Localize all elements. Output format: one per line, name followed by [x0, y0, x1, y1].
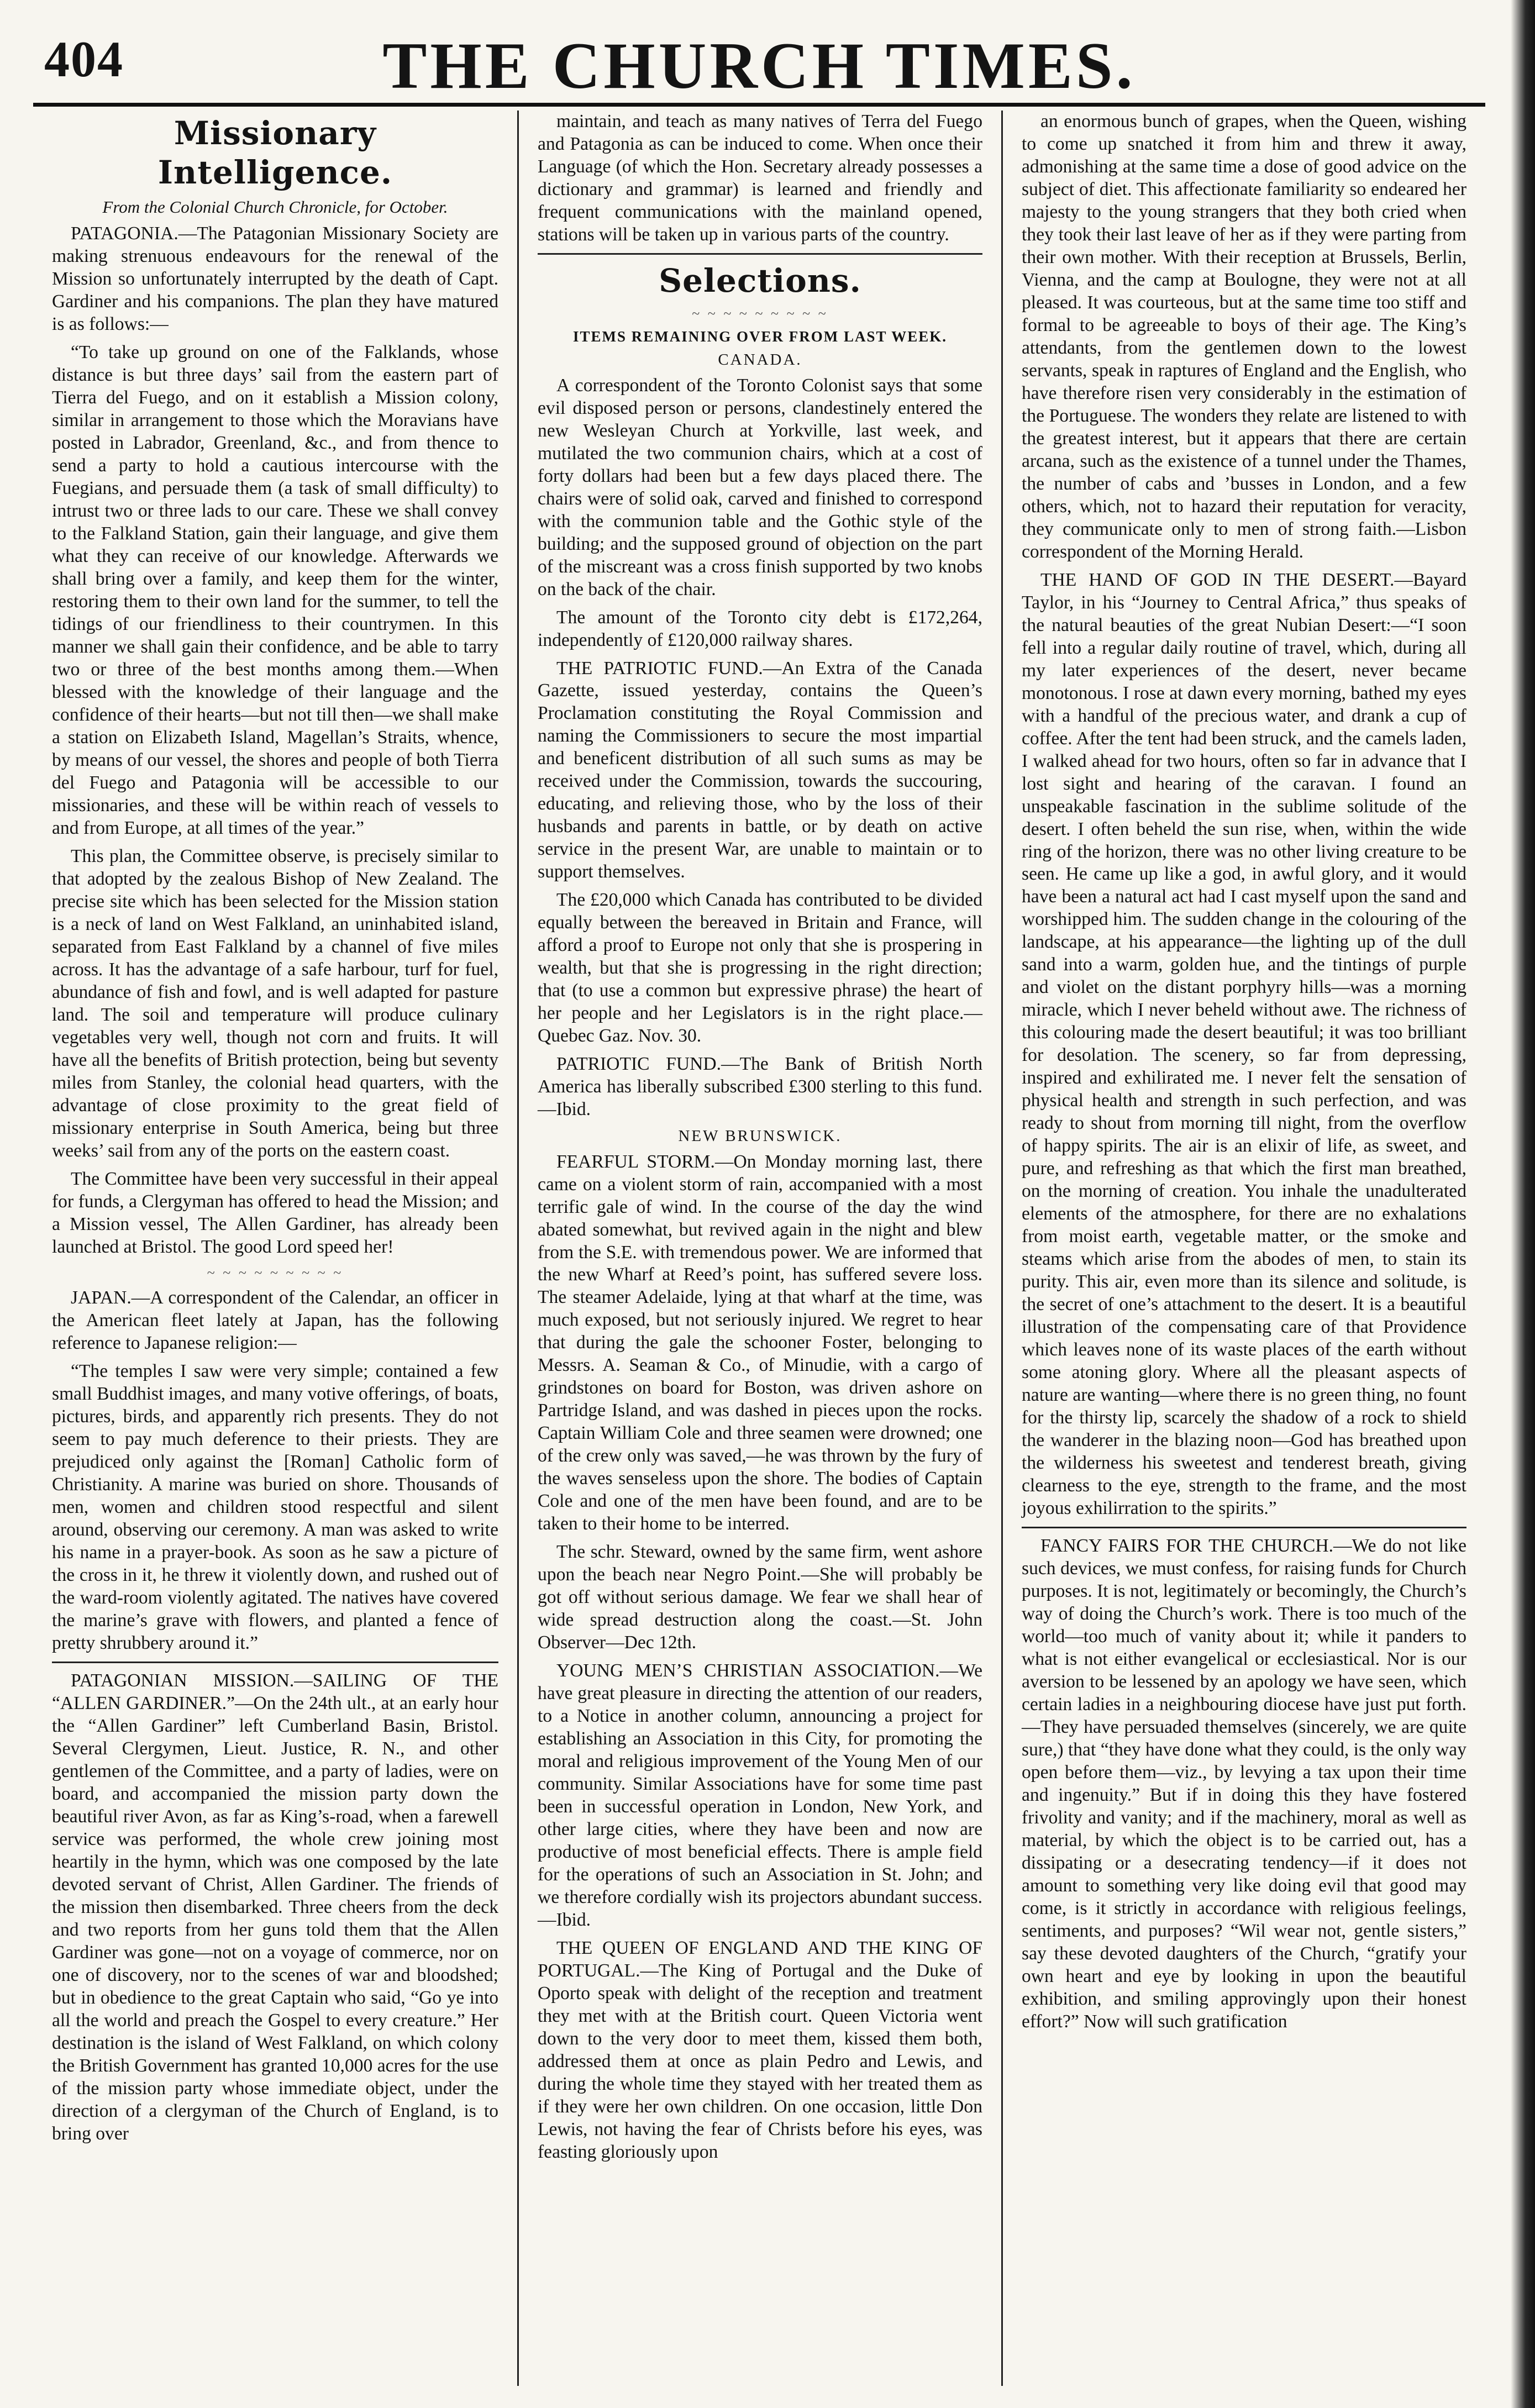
divider: ~ ~ ~ ~ ~ ~ ~ ~ ~ — [692, 305, 828, 322]
page-number: 404 — [44, 31, 124, 87]
paragraph: THE HAND OF GOD IN THE DESERT.—Bayard Taylor, in his “Journey to Central Africa,” thus speaks of the natural beauties of the great Nubian Desert:—“I soon fell into a regular daily routine of travel, which, during all my later experiences of the desert, never became monotonous. I rose at dawn every morning, bathed my eyes with a handful of the precious water, and drank a cup of coffee. After the tent had been struck, and the camels laden, I walked ahead for two hours, often so far in advance that I lost sight and hearing of the caravan. I found an unspeakable fascination in the sublime solitude of the desert. I often beheld the sun rise, when, within the wide ring of the horizon, there was no other living creature to be seen. He came up like a god, in awful glory, and it would have been a natural act had I cast myself upon the sand and worshipped him. The sudden change in the colouring of the landscape, at his appearance—the lighting up of the dull sand into a warm, golden hue, and the tintings of purple and violet on the distant porphyry hills—was a morning miracle, which I never beheld without awe. The richness of this colouring made the desert beautiful; it was too brilliant for desolation. The scenery, so far from depressing, inspired and exhilirated me. I never felt the sensation of physical health and strength in such perfection, and was ready to shout from morning till night, from the overflow of happy spirits. The air is an elixir of life, as sweet, and pure, and refreshing as that which the first man breathed, on the morning of creation. You inhale the unadulterated elements of the atmosphere, for there are no exhalations from moist earth, vegetable matter, or the smoke and steams which arise from the abodes of men, to stain its purity. This air, even more than its silence and solitude, is the secret of one’s attachment to the desert. It is a beautiful illustration of the compensating care of that Providence which leaves none of its waste places of the earth without some atoning glory. Where all the pleasant aspects of nature are wanting—where there is no green thing, no fount for the thirsty lip, scarcely the shadow of a rock to shield the wanderer in the blazing noon—God has breathed upon the wilderness his sweetest and tenderest breath, giving clearness to the eye, strength to the frame, and the most joyous exhilirration to the spirits.” — [1022, 569, 1466, 1519]
divider — [538, 253, 982, 255]
paragraph: “To take up ground on one of the Falklands, whose distance is but three days’ sail from the eastern part of Tierra del Fuego, and on it establish a Mission colony, similar in arrangement to those which the Moravians have posted in Labrador, Greenland, &c., and from thence to send a party to hold a cautious intercourse with the Fuegians, and persuade them (a task of small difficulty) to intrust two or three lads to our care. These we shall convey to the Falkland Station, gain their language, and give them what they can receive of our knowledge. Afterwards we shall bring over a family, and keep them for the winter, restoring them to their own land for the summer, to tell the tidings of our friendliness to their countrymen. In this manner we shall gain their confidence, and be able to tarry two or three of the best months among them.—When blessed with the knowledge of their language and the confidence of their hearts—but not till then—we shall make a station on Elizabeth Island, Magellan’s Straits, whence, by means of our vessel, the shores and people of both Tierra del Fuego and Patagonia will be accessible to our missionaries, and these will be within reach of vessels to and from Europe, at all times of the year.” — [52, 342, 498, 838]
paragraph: The £20,000 which Canada has contributed to be divided equally between the bereaved in Britain and France, will afford a proof to Europe not only that she is prospering in wealth, but that she is progressing in the right direction; that (to use a common but expressive phrase) the heart of her people and her Legislators is in the right place.—Quebec Gaz. Nov. 30. — [538, 890, 982, 1047]
paragraph: PATAGONIAN MISSION.—SAILING OF THE “ALLEN GARDINER.”—On the 24th ult., at an early hour the “Allen Gardiner” left Cumberland Basin, Bristol. Several Clergymen, Lieut. Justice, R. N., and other gentlemen of the Committee, and a party of ladies, were on board, and accompanied the mission party down the beautiful river Avon, as far as King’s-road, when a farewell service was performed, the whole crew joining most heartily in the hymn, which was one composed by the late devoted servant of Christ, Allen Gardiner. The friends of the mission then disembarked. Three cheers from the deck and two reports from her guns told them that the Allen Gardiner was gone—not on a voyage of commerce, nor on one of discovery, nor to the scenes of war and bloodshed; but in obedience to the great Captain who said, “Go ye into all the world and preach the Gospel to every creature.” Her destination is the island of West Falkland, on which colony the British Government has granted 10,000 acres for the use of the mission party whose immediate object, under the direction of a clergyman of the Church of England, is to bring over — [52, 1670, 498, 2144]
column-2 — [517, 111, 1001, 2386]
paragraph: FANCY FAIRS FOR THE CHURCH.—We do not like such devices, we must confess, for raising funds for Church purposes. It is not, legitimately or becomingly, the Church’s way of doing the Church’s work. There is too much of the world—too much of vanity about it; while it panders to what is not either evangelical or ecclesiastical. Nor is our aversion to be lessened by an apology we have seen, which certain ladies in a neighbouring diocese have just put forth.—They have persuaded themselves (sincerely, we are quite sure,) that “they have done what they could, is the only way open before them—viz., by levying a tax upon their time and ingenuity.” But if in doing this they have fostered frivolity and vanity; and if the machinery, moral as well as material, by which the object is to be carried out, has a dissipating or a desecrating tendency—if it does not amount to something very like doing evil that good may come, is it strictly in accordance with religious feelings, sentiments, and purposes? “Wil wear not, gentle sisters,” say these devoted daughters of the Church, “gratify your own heart and eye by looking in upon the beautiful exhibition, and smiling approvingly upon their honest effort?” Now will such gratification — [1022, 1536, 1466, 2032]
masthead — [33, 20, 1485, 107]
paragraph: YOUNG MEN’S CHRISTIAN ASSOCIATION.—We have great pleasure in directing the attention of our readers, to a Notice in another column, announcing a project for establishing an Association in this City, for promoting the moral and religious improvement of the Young Men of our community. Similar Associations have for some time past been in successful operation in London, New York, and other large cities, where they have been and now are productive of most beneficial effects. There is ample field for the operations of such an Association in St. John; and we therefore cordially wish its projectors abundant success.—Ibid. — [538, 1660, 982, 1931]
divider: ~ ~ ~ ~ ~ ~ ~ ~ ~ — [207, 1264, 344, 1281]
paragraph: JAPAN.—A correspondent of the Calendar, an officer in the American fleet lately at Japan, has the following reference to Japanese religion:— — [52, 1287, 498, 1354]
article-columns — [33, 111, 1485, 2386]
paragraph: The amount of the Toronto city debt is £172,264, independently of £120,000 railway shares. — [538, 607, 982, 650]
paragraph: FEARFUL STORM.—On Monday morning last, there came on a violent storm of rain, accompanied with a most terrific gale of wind. In the course of the day the wind abated somewhat, but revived again in the night and blew from the S.E. with tremendous power. We are informed that the new Wharf at Reed’s point, has suffered severe loss. The steamer Adelaide, lying at that wharf at the time, was much exposed, but not seriously injured. We regret to hear that during the gale the schooner Foster, belonging to Messrs. A. Seaman & Co., of Minudie, with a cargo of grindstones on board for Boston, was driven ashore on Partridge Island, and was dashed in pieces upon the rocks. Captain William Cole and three seamen were drowned; one of the crew only was saved,—he was thrown by the fury of the waves senseless upon the shore. The bodies of Captain Cole and one of the men have been found, and are to be taken to their home to be interred. — [538, 1151, 982, 1534]
place-heading-new-brunswick: NEW BRUNSWICK. — [678, 1127, 842, 1145]
divider — [1022, 1527, 1466, 1528]
paragraph: The Committee have been very successful in their appeal for funds, a Clergyman has offered to head the Mission; and a Mission vessel, The Allen Gardiner, has already been launched at Bristol. The good Lord speed her! — [52, 1168, 498, 1257]
subhead: ITEMS REMAINING OVER FROM LAST WEEK. — [572, 328, 948, 345]
section-title-selections: Selections. — [659, 261, 861, 299]
section-title-missionary: Missionary Intelligence. — [157, 114, 393, 191]
paragraph: PATAGONIA.—The Patagonian Missionary Society are making strenuous endeavours for the renewal of the Mission so unfortunately interrupted by the death of Capt. Gardiner and his companions. The plan they have matured is as follows:— — [52, 223, 498, 335]
paragraph: PATRIOTIC FUND.—The Bank of British North America has liberally subscribed £300 sterling to this fund.—Ibid. — [538, 1054, 982, 1120]
paragraph: an enormous bunch of grapes, when the Queen, wishing to come up snatched it from him and threw it away, admonishing at the same time a dose of good advice on the subject of diet. This affectionate familiarity so endeared her majesty to the young strangers that they both cried when they took their last leave of her as if they were parting from their own mother. With their reception at Brussels, Berlin, Vienna, and the camp at Boulogne, they were not at all pleased. It was courteous, but at the same time too stiff and formal to be agreeable to boys of their age. The King’s attendants, from the gentlemen down to the lowest servants, speak in raptures of England and the English, who have therefore risen very considerably in the estimation of the Portuguese. The wonders they relate are listened to with the greatest interest, but it appears that there are certain arcana, such as the existence of a tunnel under the Thames, the number of cabs and ’busses in London, and a few others, which, not to hazard their reputation for veracity, they communicate only to men of strong faith.—Lisbon correspondent of the Morning Herald. — [1022, 111, 1466, 562]
paragraph: THE PATRIOTIC FUND.—An Extra of the Canada Gazette, issued yesterday, contains the Queen’s Proclamation constituting the Royal Commission and naming the Commissioners to secure the most impartial and beneficent distribution of all such sums as may be received under the Commission, towards the succouring, educating, and relieving those, who by the loss of their husbands and parents in battle, or by death on active service in the present War, are unable to maintain or to support themselves. — [538, 658, 982, 882]
column-1 — [33, 111, 517, 2386]
paragraph: THE QUEEN OF ENGLAND AND THE KING OF PORTUGAL.—The King of Portugal and the Duke of Oporto speak with delight of the reception and treatment they met with at the British court. Queen Victoria went down to the very door to meet them, kissed them both, addressed them at once as plain Pedro and Lewis, and during the whole time they stayed with her treated them as if they were her own children. On one occasion, little Don Lewis, not having the fear of Christs before his eyes, was feasting gloriously upon — [538, 1938, 982, 2162]
paragraph: A correspondent of the Toronto Colonist says that some evil disposed person or persons, clandestinely entered the new Wesleyan Church at Yorkville, last week, and mutilated the two communion chairs, which at a cost of forty dollars had been but a few days placed there. The chairs were of solid oak, carved and finished to correspond with the communion table and the Gothic style of the building; and the supposed ground of objection on the part of the miscreant was a cross finish supported by two knobs on the back of the chair. — [538, 375, 982, 600]
column-3 — [1001, 111, 1485, 2386]
divider — [52, 1662, 498, 1663]
place-heading-canada: CANADA. — [718, 351, 802, 369]
paragraph: This plan, the Committee observe, is precisely similar to that adopted by the zealous Bishop of New Zealand. The precise site which has been selected for the Mission station is a neck of land on West Falkland, an uninhabited island, separated from East Falkland by a channel of five miles across. It has the advantage of a safe harbour, turf for fuel, abundance of fish and fowl, and is well adapted for pasture land. The soil and temperature will produce culinary vegetables very well, though not corn and fruits. It will have all the benefits of British protection, being but seventy miles from Stanley, the colonial head quarters, with the advantage of close proximity to the great field of missionary enterprise in South America, being but three weeks’ sail from any of the ports on the eastern coast. — [52, 845, 498, 1161]
paper-title: THE CHURCH TIMES. — [382, 29, 1136, 102]
paragraph: maintain, and teach as many natives of Terra del Fuego and Patagonia as can be induced to come. When once their Language (of which the Hon. Secretary already possesses a dictionary and grammar) is learned and friendly and frequent communications with the mainland opened, stations will be taken up in various parts of the country. — [538, 111, 982, 245]
source-credit: From the Colonial Church Chronicle, for October. — [102, 197, 448, 217]
paragraph: “The temples I saw were very simple; contained a few small Buddhist images, and many votive offerings, of boats, pictures, birds, and apparently rich presents. They do not seem to pay much deference to their priests. They are prejudiced only against the [Roman] Catholic form of Christianity. A marine was buried on shore. Thousands of men, women and children stood respectful and silent around, observing our ceremony. A man was asked to write his name in a prayer-book. As soon as he saw a picture of the cross in it, he threw it violently down, and rushed out of the ward-room violently agitated. The natives have covered the marine’s grave with flowers, and planted a fence of pretty shrubbery around it.” — [52, 1361, 498, 1654]
page-binding-edge — [1511, 0, 1535, 2408]
paragraph: The schr. Steward, owned by the same firm, went ashore upon the beach near Negro Point.—She will probably be got off without serious damage. We fear we shall hear of wide spread destruction along the coast.—St. John Observer—Dec 12th. — [538, 1542, 982, 1653]
